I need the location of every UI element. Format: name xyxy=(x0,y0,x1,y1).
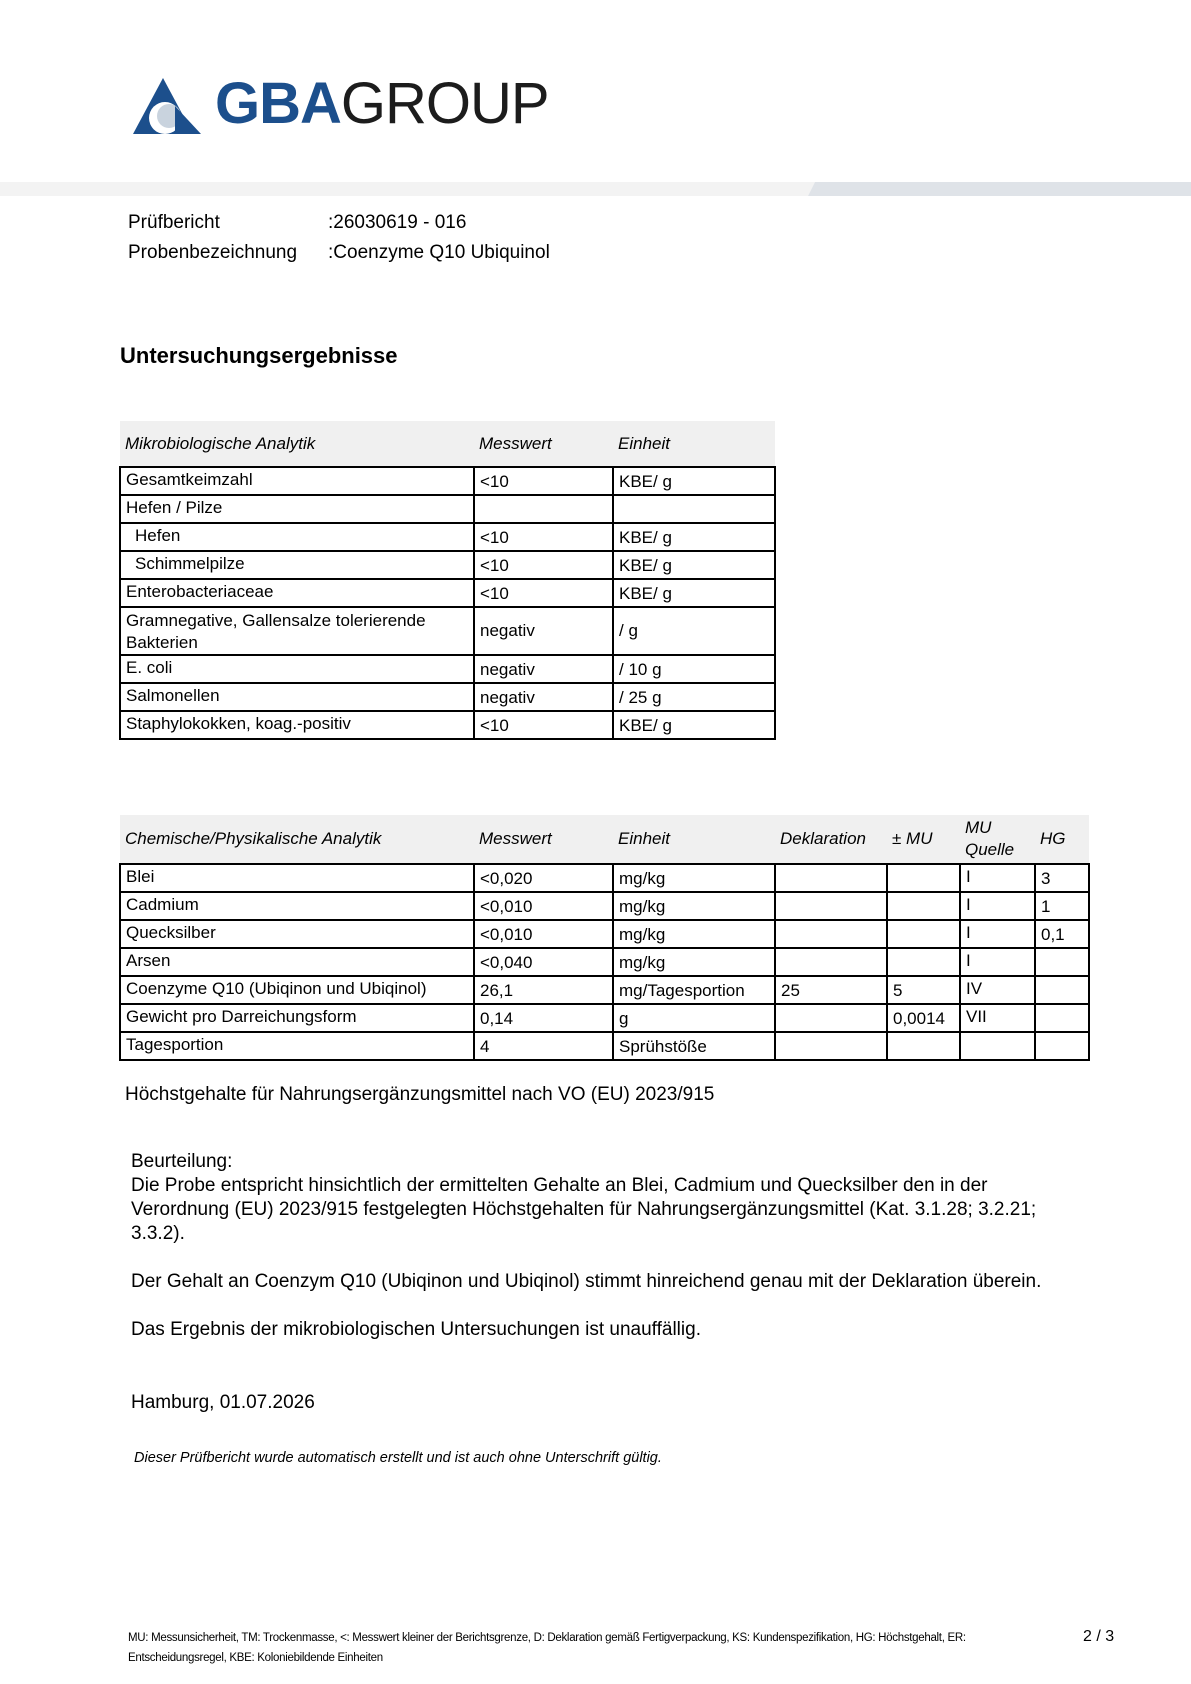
table-row xyxy=(120,1032,1089,1060)
mu-source: I xyxy=(960,948,1035,976)
measured-value: <0,010 xyxy=(474,920,613,948)
assessment-heading: Beurteilung: xyxy=(131,1151,233,1172)
logo-text-group: GROUP xyxy=(340,71,549,136)
analyte-name: Gesamtkeimzahl xyxy=(120,467,474,495)
assessment-paragraph: Der Gehalt an Coenzym Q10 (Ubiqinon und Ubiqinol) stimmt hinreichend genau mit der Deklaration überein. xyxy=(131,1271,1042,1292)
chem-table xyxy=(119,815,1090,1061)
auto-signature-note: Dieser Prüfbericht wurde automatisch erstellt und ist auch ohne Unterschrift gültig. xyxy=(134,1450,662,1466)
table-row xyxy=(120,523,775,551)
logo-text-gba: GBA xyxy=(215,71,341,136)
column-header: Einheit xyxy=(613,815,775,864)
logo-mark-icon xyxy=(131,76,211,140)
measured-value: <0,040 xyxy=(474,948,613,976)
mu-value xyxy=(887,948,960,976)
mu-value xyxy=(887,1032,960,1060)
mu-source: I xyxy=(960,864,1035,892)
company-logo xyxy=(131,71,561,140)
table-row xyxy=(120,579,775,607)
measured-value: <10 xyxy=(474,579,613,607)
limit-note: Höchstgehalte für Nahrungsergänzungsmittel nach VO (EU) 2023/915 xyxy=(125,1084,715,1105)
mu-value xyxy=(887,864,960,892)
measured-value xyxy=(474,495,613,523)
declaration xyxy=(775,920,887,948)
unit xyxy=(613,495,775,523)
declaration xyxy=(775,948,887,976)
measured-value: <0,010 xyxy=(474,892,613,920)
mu-source: I xyxy=(960,920,1035,948)
measured-value: <10 xyxy=(474,711,613,739)
mu-source: VII xyxy=(960,1004,1035,1032)
max-level: 1 xyxy=(1035,892,1089,920)
column-header: Deklaration xyxy=(775,815,887,864)
table-row xyxy=(120,948,1089,976)
assessment-paragraph: Das Ergebnis der mikrobiologischen Untersuchungen ist unauffällig. xyxy=(131,1319,701,1340)
unit: Sprühstöße xyxy=(613,1032,775,1060)
column-header: Einheit xyxy=(613,421,775,467)
table-row xyxy=(120,467,775,495)
sample-name: :Coenzyme Q10 Ubiquinol xyxy=(328,242,550,263)
unit: mg/kg xyxy=(613,892,775,920)
declaration xyxy=(775,892,887,920)
max-level: 3 xyxy=(1035,864,1089,892)
mu-source: IV xyxy=(960,976,1035,1004)
report-label: Prüfbericht xyxy=(128,212,220,233)
section-title: Untersuchungsergebnisse xyxy=(120,343,398,368)
measured-value: <10 xyxy=(474,551,613,579)
unit: g xyxy=(613,1004,775,1032)
place-date: Hamburg, 01.07.2026 xyxy=(131,1392,315,1413)
declaration xyxy=(775,864,887,892)
declaration: 25 xyxy=(775,976,887,1004)
unit: / g xyxy=(613,607,775,655)
page-number: 2 / 3 xyxy=(1083,1628,1115,1645)
table-row xyxy=(120,607,775,655)
analyte-name: E. coli xyxy=(120,655,474,683)
measured-value: negativ xyxy=(474,655,613,683)
table-row xyxy=(120,864,1089,892)
unit: KBE/ g xyxy=(613,467,775,495)
max-level: 0,1 xyxy=(1035,920,1089,948)
measured-value: <10 xyxy=(474,467,613,495)
measured-value: <0,020 xyxy=(474,864,613,892)
measured-value: negativ xyxy=(474,683,613,711)
analyte-name: Enterobacteriaceae xyxy=(120,579,474,607)
max-level xyxy=(1035,1004,1089,1032)
mu-value xyxy=(887,892,960,920)
max-level xyxy=(1035,948,1089,976)
column-header: Messwert xyxy=(474,815,613,864)
mu-source: I xyxy=(960,892,1035,920)
table-row xyxy=(120,655,775,683)
analyte-name: Gramnegative, Gallensalze tolerierende Bakterien xyxy=(120,607,474,655)
table-row xyxy=(120,976,1089,1004)
report-number: :26030619 - 016 xyxy=(328,212,467,233)
column-header: ± MU xyxy=(887,815,960,864)
max-level xyxy=(1035,976,1089,1004)
table-row xyxy=(120,920,1089,948)
column-header: Chemische/Physikalische Analytik xyxy=(120,815,474,864)
measured-value: 26,1 xyxy=(474,976,613,1004)
assessment xyxy=(131,1150,1081,1366)
header-band xyxy=(0,182,1191,196)
micro-table-header xyxy=(120,421,775,467)
column-header: Mikrobiologische Analytik xyxy=(120,421,474,467)
unit: KBE/ g xyxy=(613,551,775,579)
analyte-name: Arsen xyxy=(120,948,474,976)
table-row xyxy=(120,1004,1089,1032)
mu-value xyxy=(887,920,960,948)
analyte-name: Salmonellen xyxy=(120,683,474,711)
report-meta xyxy=(128,208,550,268)
unit: mg/kg xyxy=(613,864,775,892)
analyte-name: Staphylokokken, koag.-positiv xyxy=(120,711,474,739)
column-header: Messwert xyxy=(474,421,613,467)
unit: mg/kg xyxy=(613,948,775,976)
measured-value: negativ xyxy=(474,607,613,655)
mu-source xyxy=(960,1032,1035,1060)
assessment-paragraph: Die Probe entspricht hinsichtlich der ermittelten Gehalte an Blei, Cadmium und Quecksilber den in der Verordnung (EU) 2023/915 festgelegten Höchstgehalten für Nahrungsergänzungsmittel (Kat. 3.1.28; 3.2.21; 3.3.2). xyxy=(131,1175,1037,1244)
table-row xyxy=(120,892,1089,920)
sample-label: Probenbezeichnung xyxy=(128,242,298,263)
unit: mg/Tagesportion xyxy=(613,976,775,1004)
measured-value: <10 xyxy=(474,523,613,551)
unit: KBE/ g xyxy=(613,579,775,607)
unit: / 10 g xyxy=(613,655,775,683)
column-header: MU Quelle xyxy=(960,815,1035,864)
unit: KBE/ g xyxy=(613,523,775,551)
analyte-name: Blei xyxy=(120,864,474,892)
measured-value: 4 xyxy=(474,1032,613,1060)
declaration xyxy=(775,1004,887,1032)
unit: KBE/ g xyxy=(613,711,775,739)
analyte-name: Quecksilber xyxy=(120,920,474,948)
max-level xyxy=(1035,1032,1089,1060)
unit: mg/kg xyxy=(613,920,775,948)
analyte-name: Tagesportion xyxy=(120,1032,474,1060)
declaration xyxy=(775,1032,887,1060)
analyte-name: Cadmium xyxy=(120,892,474,920)
chem-table-header xyxy=(120,815,1089,864)
footer-abbreviations: MU: Messunsicherheit, TM: Trockenmasse, <: Messwert kleiner der Berichtsgrenze, D: Deklaration gemäß Fertigverpackung, KS: Kundenspezifikation, HG: Höchstgehalt, ER: Entscheidungsregel, KBE: Koloniebildende Einheiten xyxy=(128,1632,966,1664)
measured-value: 0,14 xyxy=(474,1004,613,1032)
micro-table xyxy=(119,421,776,740)
analyte-name: Coenzyme Q10 (Ubiqinon und Ubiqinol) xyxy=(120,976,474,1004)
mu-value: 0,0014 xyxy=(887,1004,960,1032)
analyte-name: Gewicht pro Darreichungsform xyxy=(120,1004,474,1032)
table-row xyxy=(120,495,775,523)
unit: / 25 g xyxy=(613,683,775,711)
table-row xyxy=(120,711,775,739)
table-row xyxy=(120,551,775,579)
column-header: HG xyxy=(1035,815,1089,864)
mu-value: 5 xyxy=(887,976,960,1004)
analyte-name: Schimmelpilze xyxy=(120,551,474,579)
analyte-name: Hefen xyxy=(120,523,474,551)
table-row xyxy=(120,683,775,711)
analyte-name: Hefen / Pilze xyxy=(120,495,474,523)
